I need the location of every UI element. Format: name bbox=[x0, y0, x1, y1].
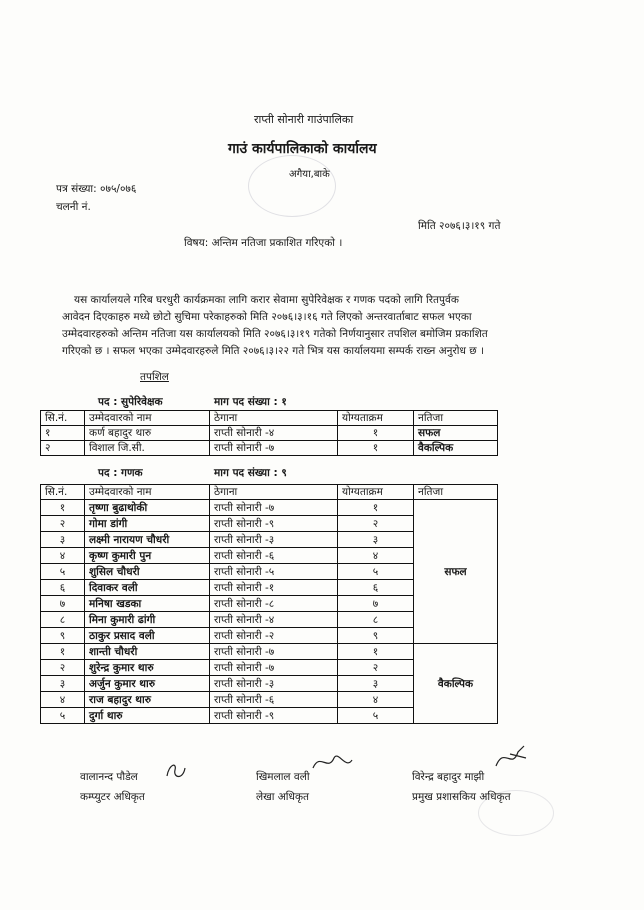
cell-address: राप्ती सोनारी -८ bbox=[210, 596, 338, 612]
letter-number: पत्र संख्या: ०७५/०७६ bbox=[56, 183, 137, 195]
cell-sn: ६ bbox=[41, 580, 85, 596]
table-header-row bbox=[41, 411, 498, 426]
body-line: उम्मेदवारहरुको अन्तिम नतिजा यस कार्यालयको मिति २०७६।३।१९ गतेको निर्णयानुसार तपशिल बमोजिम प्रकाशित bbox=[62, 328, 488, 340]
cell-address: राप्ती सोनारी -४ bbox=[210, 426, 338, 441]
cell-address: राप्ती सोनारी -३ bbox=[210, 532, 338, 548]
cell-rank: ४ bbox=[338, 692, 414, 708]
table2-post: पद : गणक bbox=[98, 467, 143, 479]
signature-name: विरेन्द्र बहादुर माझी bbox=[412, 771, 485, 783]
cell-rank: ३ bbox=[338, 532, 414, 548]
cell-address: राप्ती सोनारी -७ bbox=[210, 441, 338, 456]
cell-address: राप्ती सोनारी -६ bbox=[210, 548, 338, 564]
header-cell: उम्मेदवारको नाम bbox=[85, 485, 210, 500]
cell-rank: १ bbox=[338, 426, 414, 441]
table-row bbox=[41, 644, 498, 660]
cell-name: लक्ष्मी नारायण चौधरी bbox=[85, 532, 210, 548]
cell-name: शान्ती चौधरी bbox=[85, 644, 210, 660]
cell-result: सफल bbox=[414, 426, 498, 441]
letter-date: मिति २०७६।३।१९ गते bbox=[418, 220, 501, 232]
cell-address: राप्ती सोनारी -६ bbox=[210, 692, 338, 708]
cell-sn: १ bbox=[41, 500, 85, 516]
table1-post: पद : सुपेरिवेक्षक bbox=[98, 396, 163, 408]
cell-address: राप्ती सोनारी -७ bbox=[210, 660, 338, 676]
municipality-name: राप्ती सोनारी गाउंपालिका bbox=[254, 113, 354, 126]
table-row bbox=[41, 426, 498, 441]
cell-sn: ९ bbox=[41, 628, 85, 644]
signature-title: प्रमुख प्रशासकिय अधिकृत bbox=[412, 791, 511, 803]
office-title: गाउं कार्यपालिकाको कार्यालय bbox=[228, 141, 377, 157]
office-location: अगैया,बाके bbox=[289, 169, 330, 180]
cell-address: राप्ती सोनारी -२ bbox=[210, 628, 338, 644]
cell-rank: १ bbox=[338, 500, 414, 516]
table2 bbox=[40, 484, 498, 724]
cell-rank: १ bbox=[338, 644, 414, 660]
cell-rank: ५ bbox=[338, 708, 414, 724]
cell-name: दुर्गा थारु bbox=[85, 708, 210, 724]
signature-mark bbox=[163, 760, 189, 782]
cell-rank: २ bbox=[338, 516, 414, 532]
cell-address: राप्ती सोनारी -४ bbox=[210, 612, 338, 628]
cell-result: वैकल्पिक bbox=[414, 644, 498, 724]
cell-sn: १ bbox=[41, 644, 85, 660]
body-line: गरिएको छ । सफल भएका उम्मेदवारहरुले मिति २०७६।३।२२ गते भित्र यस कार्यालयमा सम्पर्क राख्न अनुरोध छ । bbox=[62, 345, 484, 357]
signature-name: खिमलाल वली bbox=[256, 771, 310, 783]
cell-address: राप्ती सोनारी -७ bbox=[210, 644, 338, 660]
cell-rank: ७ bbox=[338, 596, 414, 612]
schedule-label: तपशिल bbox=[140, 371, 169, 383]
table-row bbox=[41, 441, 498, 456]
cell-address: राप्ती सोनारी -७ bbox=[210, 500, 338, 516]
signature-title: कम्प्युटर अधिकृत bbox=[80, 791, 145, 803]
cell-sn: २ bbox=[41, 516, 85, 532]
subject-line: विषय: अन्तिम नतिजा प्रकाशित गरिएको । bbox=[184, 237, 343, 249]
cell-name: शुसिल चौधरी bbox=[85, 564, 210, 580]
cell-name: कृष्ण कुमारी पुन bbox=[85, 548, 210, 564]
cell-sn: ४ bbox=[41, 548, 85, 564]
cell-name: मिना कुमारी ढांगी bbox=[85, 612, 210, 628]
cell-sn: २ bbox=[41, 660, 85, 676]
signature-mark bbox=[310, 748, 356, 778]
cell-rank: ६ bbox=[338, 580, 414, 596]
cell-name: ठाकुर प्रसाद वली bbox=[85, 628, 210, 644]
dispatch-number: चलनी नं. bbox=[56, 201, 91, 213]
cell-sn: १ bbox=[41, 426, 85, 441]
table-row bbox=[41, 500, 498, 516]
cell-address: राप्ती सोनारी -१ bbox=[210, 580, 338, 596]
cell-rank: ५ bbox=[338, 564, 414, 580]
table1-demand: माग पद संख्या : १ bbox=[214, 396, 287, 408]
cell-name: अर्जुन कुमार थारु bbox=[85, 676, 210, 692]
cell-name: गोमा डांगी bbox=[85, 516, 210, 532]
header-cell: ठेगाना bbox=[210, 411, 338, 426]
cell-name: तृष्णा बुढाथोकी bbox=[85, 500, 210, 516]
header-cell: नतिजा bbox=[414, 411, 498, 426]
body-line: यस कार्यालयले गरिब घरधुरी कार्यक्रमका लागि करार सेवामा सुपेरिवेक्षक र गणक पदको लागि रितपुर्वक bbox=[74, 294, 459, 306]
cell-rank: २ bbox=[338, 660, 414, 676]
office-seal bbox=[248, 155, 336, 217]
header-cell: ठेगाना bbox=[210, 485, 338, 500]
cell-sn: ४ bbox=[41, 692, 85, 708]
cell-sn: ५ bbox=[41, 708, 85, 724]
cell-name: मनिषा खडका bbox=[85, 596, 210, 612]
table2-demand: माग पद संख्या : ९ bbox=[214, 467, 287, 479]
body-line: आवेदन दिएकाहरु मध्ये छोटो सुचिमा परेकाहरुको मिति २०७६।३।१६ गते लिएको अन्तरवार्ताबाट सफल भएका bbox=[62, 311, 472, 323]
cell-address: राप्ती सोनारी -९ bbox=[210, 516, 338, 532]
cell-rank: १ bbox=[338, 441, 414, 456]
cell-result: वैकल्पिक bbox=[414, 441, 498, 456]
cell-sn: ३ bbox=[41, 676, 85, 692]
cell-address: राप्ती सोनारी -३ bbox=[210, 676, 338, 692]
cell-name: विशाल जि.सी. bbox=[85, 441, 210, 456]
cell-name: शुरेन्द्र कुमार थारु bbox=[85, 660, 210, 676]
table-header-row bbox=[41, 485, 498, 500]
header-cell: नतिजा bbox=[414, 485, 498, 500]
cell-rank: ३ bbox=[338, 676, 414, 692]
cell-result: सफल bbox=[414, 500, 498, 644]
header-cell: सि.नं. bbox=[41, 411, 85, 426]
cell-rank: ९ bbox=[338, 628, 414, 644]
cell-sn: ३ bbox=[41, 532, 85, 548]
cell-name: कर्ण बहादुर थारु bbox=[85, 426, 210, 441]
signature-mark bbox=[490, 740, 530, 774]
cell-rank: ४ bbox=[338, 548, 414, 564]
cell-sn: ७ bbox=[41, 596, 85, 612]
cell-sn: ८ bbox=[41, 612, 85, 628]
signature-name: वालानन्द पौडेल bbox=[80, 771, 138, 783]
header-cell: उम्मेदवारको नाम bbox=[85, 411, 210, 426]
table1 bbox=[40, 410, 498, 456]
cell-rank: ८ bbox=[338, 612, 414, 628]
cell-sn: ५ bbox=[41, 564, 85, 580]
cell-address: राप्ती सोनारी -५ bbox=[210, 564, 338, 580]
header-cell: सि.नं. bbox=[41, 485, 85, 500]
header-cell: योग्यताक्रम bbox=[338, 411, 414, 426]
header-cell: योग्यताक्रम bbox=[338, 485, 414, 500]
cell-address: राप्ती सोनारी -९ bbox=[210, 708, 338, 724]
body-paragraph bbox=[62, 292, 582, 360]
signature-title: लेखा अधिकृत bbox=[256, 791, 310, 803]
cell-name: दिवाकर वली bbox=[85, 580, 210, 596]
cell-sn: २ bbox=[41, 441, 85, 456]
cell-name: राज बहादुर थारु bbox=[85, 692, 210, 708]
